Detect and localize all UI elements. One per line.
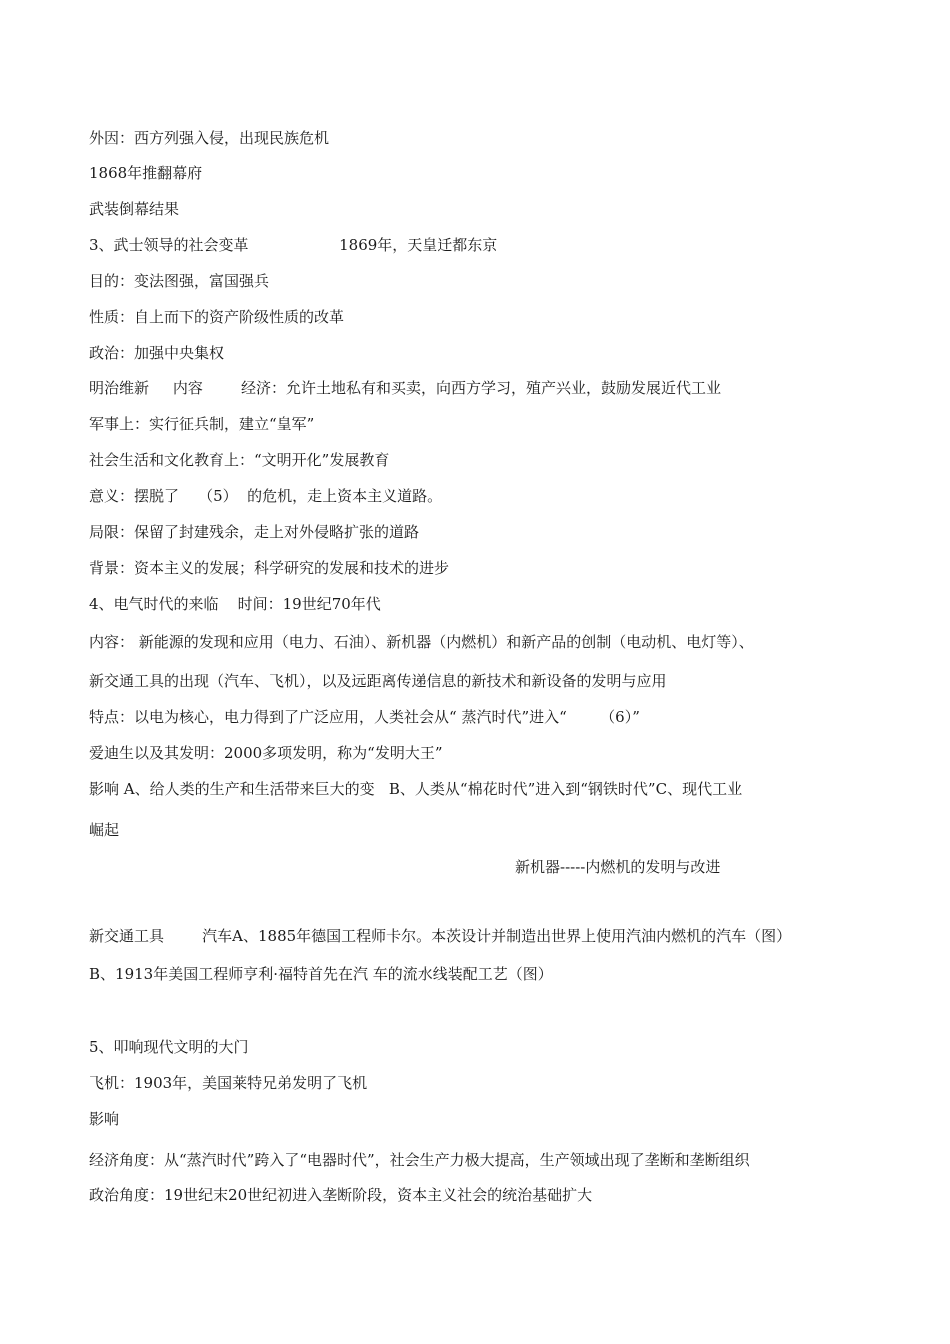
text-line: 飞机：1903年，美国莱特兄弟发明了飞机 (89, 1074, 368, 1092)
text-line: 目的：变法图强，富国强兵 (89, 272, 270, 290)
text-line: 外因：西方列强入侵，出现民族危机 (89, 129, 330, 147)
text-line: 明治维新 内容 经济：允许土地私有和买卖，向西方学习，殖产兴业，鼓励发展近代工业 (89, 379, 721, 397)
text-line: 新交通工具 汽车A、1885年德国工程师卡尔。本茨设计并制造出世界上使用汽油内燃机的汽车（图） (89, 927, 792, 945)
text-line: 影响 A、给人类的生产和生活带来巨大的变 B、人类从“棉花时代”进入到“钢铁时代”C、现代工业 (89, 780, 743, 798)
text-line: 背景：资本主义的发展；科学研究的发展和技术的进步 (89, 559, 450, 577)
text-line: 5、叩响现代文明的大门 (89, 1038, 249, 1056)
text-line: 1868年推翻幕府 (89, 164, 203, 182)
text-line: 社会生活和文化教育上：“文明开化”发展教育 (89, 451, 390, 469)
text-line: 局限：保留了封建残余，走上对外侵略扩张的道路 (89, 523, 420, 541)
text-line: 新机器-----内燃机的发明与改进 (515, 858, 721, 876)
text-line: 新交通工具的出现（汽车、飞机），以及远距离传递信息的新技术和新设备的发明与应用 (89, 672, 667, 690)
text-line: 意义：摆脱了 （5） 的危机，走上资本主义道路。 (89, 487, 443, 505)
text-line: 政治角度：19世纪末20世纪初进入垄断阶段，资本主义社会的统治基础扩大 (89, 1186, 593, 1204)
text-line: 爱迪生以及其发明：2000多项发明，称为“发明大王” (89, 744, 443, 762)
text-line: 特点：以电为核心，电力得到了广泛应用，人类社会从“ 蒸汽时代”进入“ （6）” (89, 708, 640, 726)
text-line: 政治：加强中央集权 (89, 344, 225, 362)
text-line: 内容： 新能源的发现和应用（电力、石油）、新机器（内燃机）和新产品的创制（电动机、电灯等）、 (89, 633, 754, 651)
text-line: 4、电气时代的来临 时间：19世纪70年代 (89, 595, 381, 613)
text-line: B、1913年美国工程师亨利·福特首先在汽 车的流水线装配工艺（图） (89, 965, 553, 983)
text-line: 军事上：实行征兵制，建立“皇军” (89, 415, 315, 433)
text-line: 经济角度：从“蒸汽时代”跨入了“电器时代”，社会生产力极大提高，生产领域出现了垄断和垄断组织 (89, 1151, 750, 1169)
text-line: 影响 (89, 1110, 120, 1128)
text-line: 武装倒幕结果 (89, 200, 180, 218)
text-line: 崛起 (89, 821, 120, 839)
text-line: 性质：自上而下的资产阶级性质的改革 (89, 308, 345, 326)
text-line: 3、武士领导的社会变革 1869年，天皇迁都东京 (89, 236, 498, 254)
